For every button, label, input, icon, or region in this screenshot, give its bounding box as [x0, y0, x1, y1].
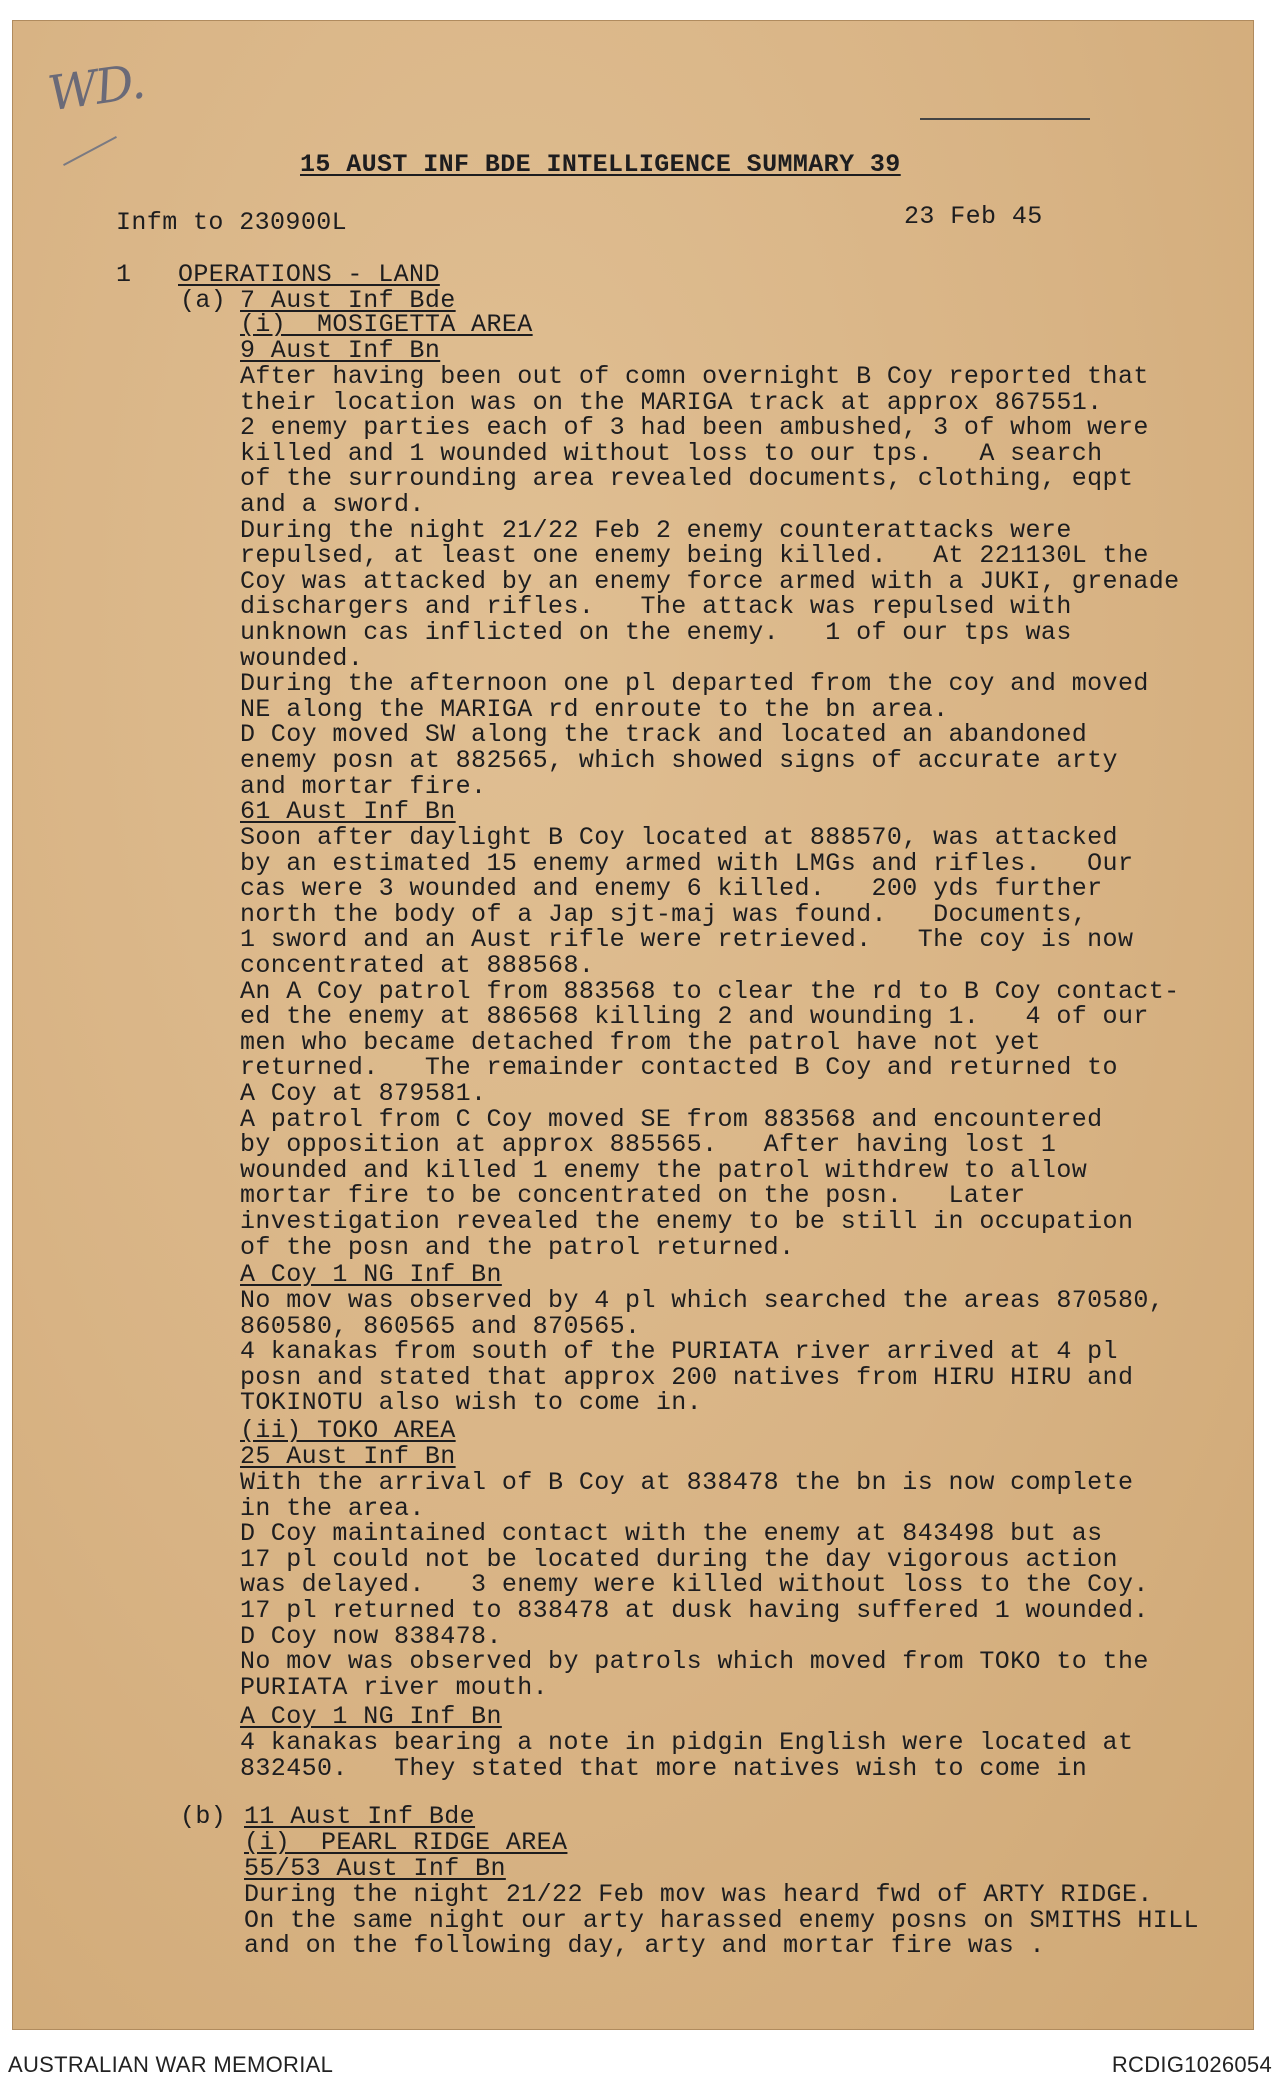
text-line: On the same night our arty harassed enemy posns on SMITHS HILL	[244, 1905, 1199, 1935]
unit-heading-55-53-bn: 55/53 Aust Inf Bn	[244, 1854, 506, 1883]
text-line: concentrated at 888568.	[240, 951, 595, 980]
text-line: After having been out of comn overnight B Coy reported that	[240, 362, 1149, 391]
archive-source-label: AUSTRALIAN WAR MEMORIAL	[8, 2052, 334, 2077]
text-line: in the area.	[240, 1493, 425, 1523]
text-line: wounded and killed 1 enemy the patrol withdrew to allow	[240, 1155, 1088, 1185]
area-heading-pearl-ridge: (i) PEARL RIDGE AREA	[244, 1828, 568, 1857]
text-line: by an estimated 15 enemy armed with LMGs and rifles. Our	[240, 848, 1134, 878]
text-line: men who became detached from the patrol have not yet	[240, 1027, 1041, 1057]
text-line: repulsed, at least one enemy being killed. At 221130L the	[240, 541, 1149, 571]
text-line: wounded.	[240, 643, 364, 673]
text-line: With the arrival of B Coy at 838478 the bn is now complete	[240, 1468, 1134, 1497]
text-line: During the afternoon one pl departed from the coy and moved	[240, 669, 1149, 699]
text-line: No mov was observed by 4 pl which searched the areas 870580,	[240, 1286, 1165, 1315]
text-line: 4 kanakas bearing a note in pidgin English were located at	[240, 1728, 1134, 1757]
unit-heading-61-bn: 61 Aust Inf Bn	[240, 797, 456, 826]
subsection-b-title: 11 Aust Inf Bde	[244, 1802, 476, 1831]
area-heading-mosigetta: (i) MOSIGETTA AREA	[240, 310, 533, 339]
unit-heading-25-bn: 25 Aust Inf Bn	[240, 1442, 456, 1471]
area-heading-toko: (ii) TOKO AREA	[240, 1416, 456, 1445]
text-line: PURIATA river mouth.	[240, 1672, 549, 1702]
text-line: Soon after daylight B Coy located at 888570, was attacked	[240, 823, 1118, 852]
top-rule	[920, 118, 1090, 120]
document-date: 23 Feb 45	[904, 202, 1043, 231]
text-line: D Coy moved SW along the track and located an abandoned	[240, 720, 1088, 750]
text-line: posn and stated that approx 200 natives from HIRU HIRU and	[240, 1362, 1134, 1392]
text-line: and mortar fire.	[240, 771, 487, 801]
text-line: A Coy at 879581.	[240, 1079, 487, 1108]
section-title: OPERATIONS - LAND	[178, 260, 440, 289]
text-line: and a sword.	[240, 490, 425, 519]
text-line: A patrol from C Coy moved SE from 883568 and encountered	[240, 1104, 1103, 1134]
text-line: D Coy maintained contact with the enemy at 843498 but as	[240, 1519, 1103, 1549]
text-line: mortar fire to be concentrated on the posn. Later	[240, 1181, 1026, 1211]
text-line: 860580, 860565 and 870565.	[240, 1311, 641, 1341]
text-line: ed the enemy at 886568 killing 2 and wounding 1. 4 of our	[240, 1002, 1149, 1032]
text-line: TOKINOTU also wish to come in.	[240, 1388, 703, 1418]
text-line: their location was on the MARIGA track at approx 867551.	[240, 387, 1103, 417]
text-line: 17 pl returned to 838478 at dusk having suffered 1 wounded.	[240, 1596, 1149, 1625]
text-line: Coy was attacked by an enemy force armed with a JUKI, grenade	[240, 566, 1180, 596]
text-line: north the body of a Jap sjt-maj was found. Documents,	[240, 899, 1088, 929]
text-line: of the posn and the patrol returned.	[240, 1232, 795, 1262]
text-line: During the night 21/22 Feb mov was heard fwd of ARTY RIDGE.	[244, 1880, 1153, 1909]
text-line: 832450. They stated that more natives wish to come in	[240, 1753, 1088, 1783]
text-line: enemy posn at 882565, which showed signs of accurate arty	[240, 746, 1118, 775]
text-line: D Coy now 838478.	[240, 1621, 502, 1651]
text-line: was delayed. 3 enemy were killed without loss to the Coy.	[240, 1570, 1149, 1600]
text-line: unknown cas inflicted on the enemy. 1 of our tps was	[240, 618, 1072, 647]
text-line: 1 sword and an Aust rifle were retrieved. The coy is now	[240, 925, 1134, 955]
unit-heading-a-coy-1: A Coy 1 NG Inf Bn	[240, 1260, 502, 1289]
text-line: 17 pl could not be located during the day vigorous action	[240, 1544, 1118, 1574]
handwritten-annotation: WD.	[44, 53, 147, 123]
text-line: No mov was observed by patrols which moved from TOKO to the	[240, 1647, 1149, 1677]
text-line: of the surrounding area revealed documents, clothing, eqpt	[240, 464, 1134, 494]
subsection-b-label: (b)	[180, 1802, 227, 1831]
section-number: 1	[116, 260, 132, 289]
text-line: 4 kanakas from south of the PURIATA river arrived at 4 pl	[240, 1337, 1118, 1367]
text-line: 2 enemy parties each of 3 had been ambushed, 3 of whom were	[240, 413, 1149, 443]
unit-heading-9-bn: 9 Aust Inf Bn	[240, 336, 441, 365]
text-line: cas were 3 wounded and enemy 6 killed. 200 yds further	[240, 874, 1103, 904]
text-line: dischargers and rifles. The attack was repulsed with	[240, 592, 1072, 622]
text-line: killed and 1 wounded without loss to our tps. A search	[240, 438, 1103, 468]
subsection-a-label: (a)	[180, 286, 227, 315]
text-line: NE along the MARIGA rd enroute to the bn area.	[240, 694, 949, 724]
information-time: Infm to 230900L	[116, 208, 348, 237]
text-line: An A Coy patrol from 883568 to clear the rd to B Coy contact-	[240, 976, 1180, 1006]
text-line: During the night 21/22 Feb 2 enemy counterattacks were	[240, 515, 1072, 545]
text-line: investigation revealed the enemy to be still in occupation	[240, 1207, 1134, 1236]
text-line: and on the following day, arty and mortar fire was .	[244, 1931, 1045, 1961]
text-line: returned. The remainder contacted B Coy and returned to	[240, 1053, 1118, 1083]
subsection-a-title: 7 Aust Inf Bde	[240, 286, 456, 315]
archive-reference-id: RCDIG1026054	[1111, 2052, 1272, 2077]
text-line: by opposition at approx 885565. After having lost 1	[240, 1130, 1057, 1160]
unit-heading-a-coy-2: A Coy 1 NG Inf Bn	[240, 1702, 502, 1731]
document-title: 15 AUST INF BDE INTELLIGENCE SUMMARY 39	[300, 150, 901, 179]
